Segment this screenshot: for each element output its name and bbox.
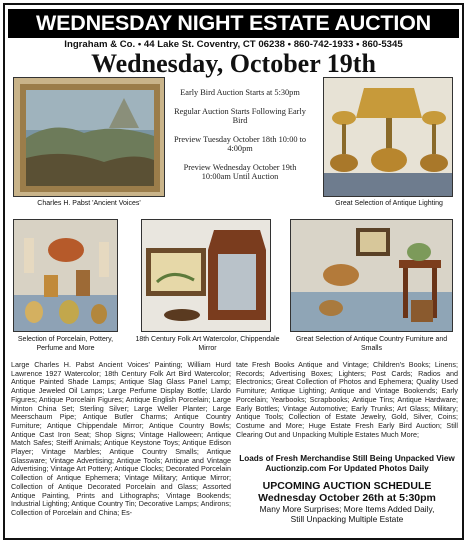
upcoming-line-2: Still Unpacking Multiple Estate bbox=[290, 514, 404, 524]
upcoming-date: Wednesday October 26th at 5:30pm bbox=[258, 492, 436, 504]
painting-photo bbox=[13, 77, 165, 197]
items-listing-left: Large Charles H. Pabst Ancient Voices' Painting; William Hurd Lawrence 1927 Watercolor; 18th Century Folk Art Bird Watercolor; Antique Painted Shade Lamps; Antique Slag Glass Panel Lamp; Antique Jeweled Oil Lamps; Large Perfume Display Bottle; Llardo Figures; Antique Porcelain Figures; Antique English Porcelain; Large Minton China Set; Sterling Silver; Large Weller Planter; Large Meerschaum Pipe; Antique Butler Charms; Antique Country Furniture; Antique Chippendale Mirror; Antique Country Bowls; Antique Cast Iron Seat; Shop Signs; Vintage Halloween; Antique Match Safes; Steiff Animals; Antique Keystone Toys; Antique Edison Player; Vintage Marbles; Antique Country Smalls; Antique Glassware; Vintage Advertising; Antique Tools; Antique and Vintage Advertising; Vintage Art Pottery; Antique Clocks; Decorated Porcelain Collection of Antique Ephemera; Vintage Military; Antique Mirror; Collection of Antique Decorated Porcelain and Glass; Assorted Antique Painting, Prints and Lithographs; Vintage Bookends; Industrial Lighting; Antique Country Tin; Decorative Lamps; Andirons; Collection of Porcelain and China; Es- bbox=[11, 361, 231, 517]
upcoming-line-1: Many More Surprises; More Items Added Daily, bbox=[259, 504, 435, 514]
schedule-line: Regular Auction Starts Following Early Bird bbox=[174, 106, 306, 125]
schedule-line: Preview Tuesday October 18th 10:00 to 4:00pm bbox=[173, 134, 307, 153]
porcelain-photo bbox=[13, 219, 118, 332]
country-caption: Great Selection of Antique Country Furniture and Smalls bbox=[295, 336, 448, 352]
banner-title: WEDNESDAY NIGHT ESTATE AUCTION bbox=[8, 9, 459, 38]
painting-caption: Charles H. Pabst 'Ancient Voices' bbox=[37, 200, 141, 207]
lighting-caption: Great Selection of Antique Lighting bbox=[335, 200, 443, 207]
upcoming-title: UPCOMING AUCTION SCHEDULE bbox=[262, 480, 432, 492]
auction-date-title: Wednesday, October 19th bbox=[91, 49, 376, 78]
upcoming-schedule bbox=[236, 480, 458, 524]
merchandise-note: Loads of Fresh Merchandise Still Being Unpacked View Auctionzip.com For Updated Photos Daily bbox=[239, 454, 455, 473]
schedule-line: Preview Wednesday October 19th 10:00am Until Auction bbox=[183, 162, 297, 181]
lighting-photo bbox=[323, 77, 453, 197]
watercolor-caption: 18th Century Folk Art Watercolor, Chippendale Mirror bbox=[135, 336, 280, 352]
porcelain-caption: Selection of Porcelain, Pottery, Perfume and More bbox=[17, 336, 114, 352]
schedule-line: Early Bird Auction Starts at 5:30pm bbox=[180, 88, 300, 97]
schedule-block bbox=[170, 88, 310, 191]
country-furniture-photo bbox=[290, 219, 453, 332]
address-line: Ingraham & Co. • 44 Lake St. Coventry, CT 06238 • 860-742-1933 • 860-5345 bbox=[64, 39, 403, 50]
items-listing-right: tate Fresh Books Antique and Vintage; Children's Books; Linens; Records; Advertising Boxes; Lighters; Post Cards; Radios and Electronics; Great Collection of Photos and Ephemera; Quality Used Furniture; Antique Lighting; Antique and Vintage Bookends; Early Porcelain; Yearbooks; Scrapbooks; Antique Tins; Antique Hardware; Early Bottles; Vintage Automotive; Early Trunks; Art Glass; Military; Antique Tools; Collection of Estate Jewelry, Gold, Silver, Coins; Costume and More; Huge Estate Fresh Early Bird Auction; Still Clearing Out and Unpacking Multiple Estates Much More; bbox=[236, 361, 458, 439]
watercolor-mirror-photo bbox=[141, 219, 271, 332]
